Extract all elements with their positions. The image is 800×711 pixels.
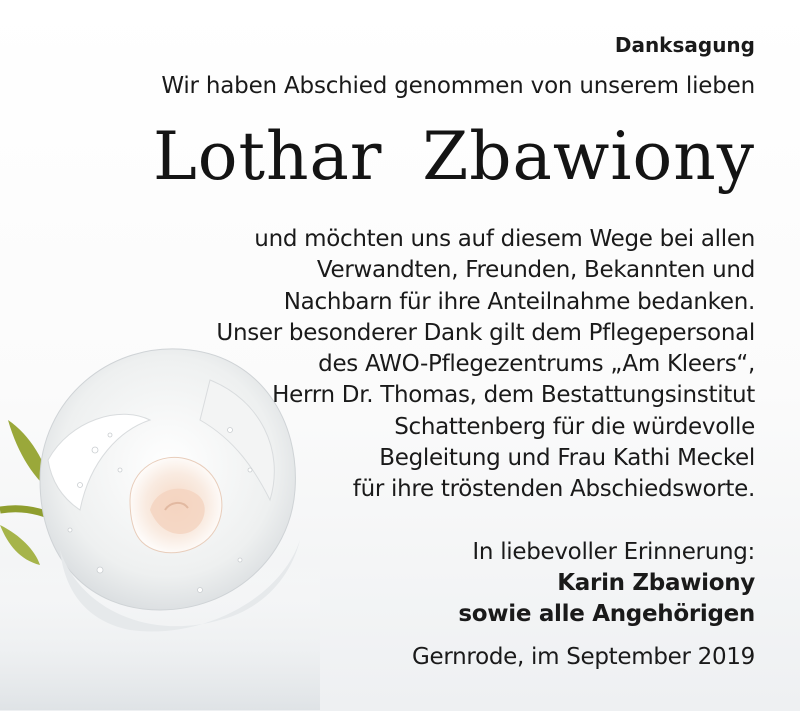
thanks-line: für ihre tröstenden Abschiedsworte.: [352, 476, 755, 503]
thanks-line: Unser besonderer Dank gilt dem Pflegepersonal: [216, 319, 755, 346]
thanks-text: [216, 224, 755, 506]
closing-line: In liebevoller Erinnerung:: [472, 539, 755, 565]
signatory-family: sowie alle Angehörigen: [458, 601, 755, 627]
thanks-line: Herrn Dr. Thomas, dem Bestattungsinstitut: [272, 382, 755, 409]
place-date: Gernrode, im September 2019: [412, 644, 755, 670]
thanks-line: des AWO-Pflegezentrums „Am Kleers“,: [318, 351, 755, 378]
thanks-line: und möchten uns auf diesem Wege bei allen: [254, 226, 755, 252]
thanks-line: Schattenberg für die würdevolle: [394, 413, 755, 440]
signatory-name: Karin Zbawiony: [557, 570, 755, 596]
intro-line: Wir haben Abschied genommen von unserem lieben: [161, 73, 755, 99]
thanks-line: Verwandten, Freunden, Bekannten und: [316, 257, 755, 284]
deceased-name: Lothar Zbawiony: [152, 118, 755, 195]
thanks-line: Begleitung und Frau Kathi Meckel: [379, 445, 755, 472]
heading-danksagung: Danksagung: [614, 33, 755, 57]
thanks-line: Nachbarn für ihre Anteilnahme bedanken.: [283, 288, 755, 315]
closing-block: [458, 537, 755, 630]
